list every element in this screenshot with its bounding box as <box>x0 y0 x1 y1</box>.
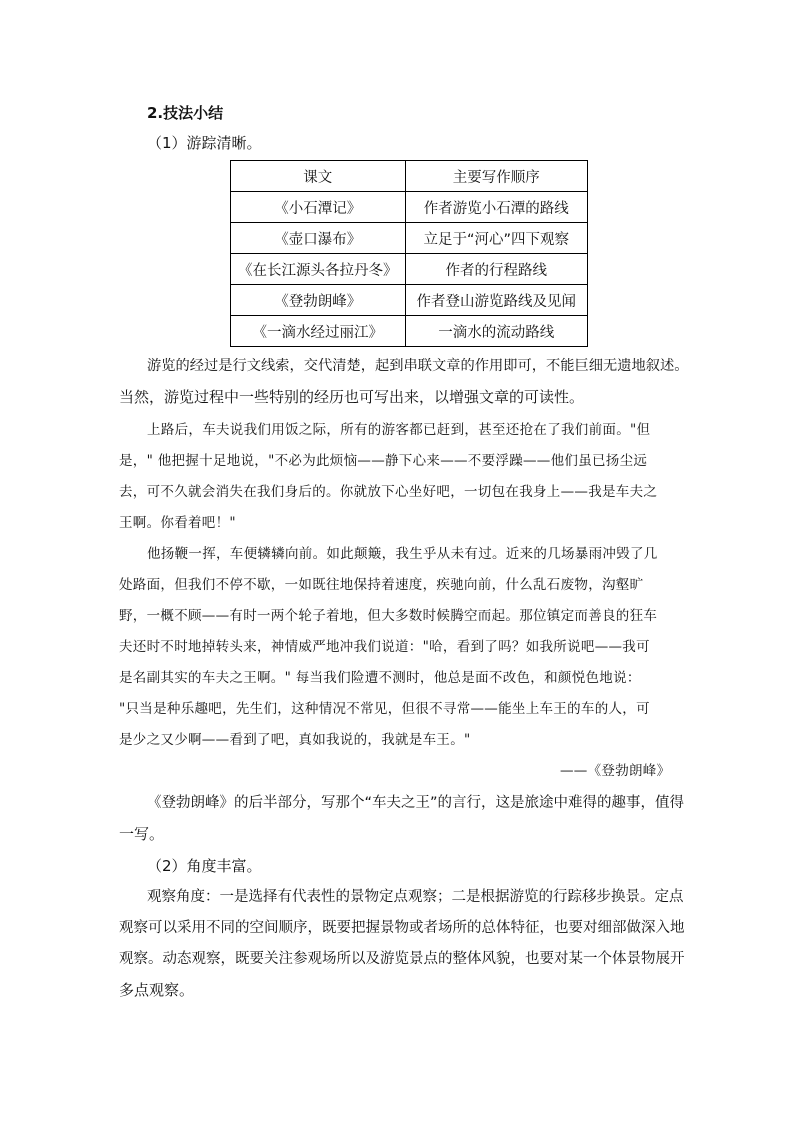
quote-line: 是名副其实的车夫之王啊。" 每当我们险遭不测时，他总是面不改色，和颜悦色地说： <box>119 670 641 686</box>
paragraph-3-line-1: 观察角度：一是选择有代表性的景物定点观察；二是根据游览的行踪移步换景。定点 <box>147 889 684 905</box>
table-cell-order: 作者的行程路线 <box>405 254 588 285</box>
table-header-cell: 课文 <box>231 161 406 192</box>
table-cell-order: 立足于“河心”四下观察 <box>405 223 588 254</box>
quote-line: 去，可不久就会消失在我们身后的。你就放下心坐好吧，一切包在我身上——我是车夫之 <box>119 484 658 500</box>
table-cell-order: 一滴水的流动路线 <box>405 316 588 347</box>
quote-line: 他扬鞭一挥，车便辚辚向前。如此颠簸，我生乎从未有过。近来的几场暴雨冲毁了几 <box>147 546 658 562</box>
table-row <box>231 254 588 285</box>
quote-line: 王啊。你看着吧！" <box>119 515 236 531</box>
course-order-table <box>230 160 588 347</box>
table-cell-order: 作者登山游览路线及见闻 <box>405 285 588 316</box>
paragraph-2-line-1: 《登勃朗峰》的后半部分，写那个“车夫之王”的言行，这是旅途中难得的趣事，值得 <box>147 795 685 811</box>
table-cell-text: 《登勃朗峰》 <box>231 285 406 316</box>
table-cell-order: 作者游览小石潭的路线 <box>405 192 588 223</box>
quote-line: 处路面，但我们不停不歇，一如既往地保持着速度，疾驰向前，什么乱石废物，沟壑旷 <box>119 577 644 593</box>
table-row <box>231 316 588 347</box>
quote-line: 是少之又少啊——看到了吧，真如我说的，我就是车王。" <box>119 732 471 748</box>
subsection-heading-2: （2）角度丰富。 <box>147 857 262 875</box>
paragraph-1-line-1: 游览的经过是行文线索，交代清楚，起到串联文章的作用即可，不能巨细无遗地叙述。 <box>147 358 689 374</box>
table-header-row <box>231 161 588 192</box>
subsection-heading-1: （1）游踪清晰。 <box>147 134 262 152</box>
quote-line: 野，一概不顾——有时一两个轮子着地，但大多数时候腾空而起。那位镇定而善良的狂车 <box>119 608 658 624</box>
paragraph-2-line-2: 一写。 <box>119 825 165 843</box>
table-row <box>231 192 588 223</box>
quote-line: 夫还时不时地掉转头来，神情威严地冲我们说道："哈，看到了吗？如我所说吧——我可 <box>119 639 650 655</box>
paragraph-3-line-2: 观察可以采用不同的空间顺序，既要把握景物或者场所的总体特征，也要对细部做深入地 <box>119 920 685 936</box>
table-row <box>231 223 588 254</box>
table-cell-text: 《在长江源头各拉丹冬》 <box>231 254 406 285</box>
paragraph-1-line-2: 当然，游览过程中一些特别的经历也可写出来，以增强文章的可读性。 <box>119 388 585 406</box>
table-row <box>231 285 588 316</box>
table-cell-text: 《一滴水经过丽江》 <box>231 316 406 347</box>
quote-line: 是，" 他把握十足地说，"不必为此烦恼——静下心来——不要浮躁——他们虽已扬尘远 <box>119 453 648 469</box>
section-heading: 2.技法小结 <box>147 104 224 122</box>
table-cell-text: 《小石潭记》 <box>231 192 406 223</box>
quote-source: ——《登勃朗峰》 <box>560 763 671 779</box>
paragraph-3-line-4: 多点观察。 <box>119 981 195 999</box>
quote-line: "只当是种乐趣吧，先生们，这种情况不常见，但很不寻常——能坐上车王的车的人，可 <box>119 701 650 717</box>
paragraph-3-line-3: 观察。动态观察，既要关注参观场所以及游览景点的整体风貌，也要对某一个体景物展开 <box>119 951 685 967</box>
quote-line: 上路后，车夫说我们用饭之际，所有的游客都已赶到，甚至还抢在了我们前面。"但 <box>147 422 651 438</box>
table-header-cell: 主要写作顺序 <box>405 161 588 192</box>
table-cell-text: 《壶口瀑布》 <box>231 223 406 254</box>
